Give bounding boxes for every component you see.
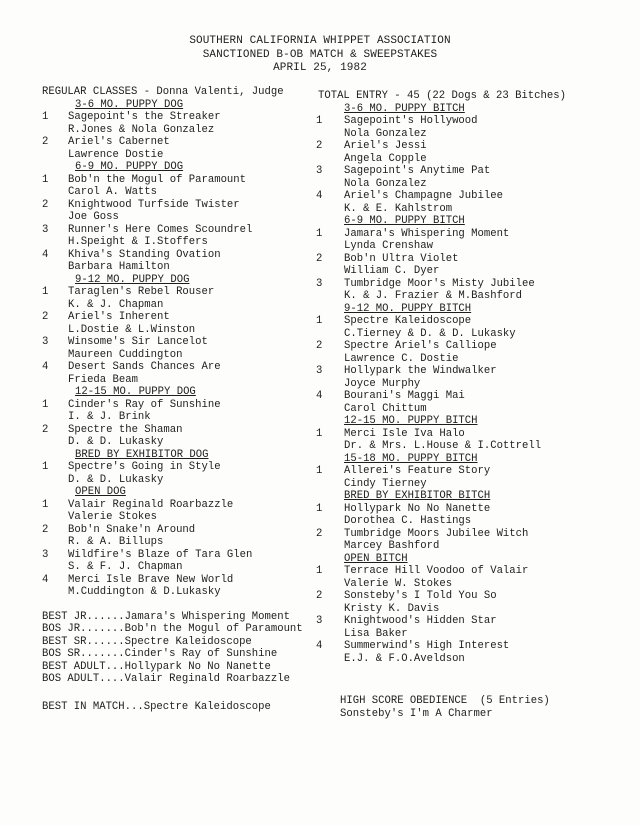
dog-name: Spectre Ariel's Calliope [344,340,497,352]
dog-name: Sagepoint's Anytime Pat [344,165,491,177]
placement-number: 1 [316,502,323,515]
class-title: OPEN BITCH [344,552,408,565]
placement-number: 1 [316,565,323,577]
owner-name: D. & D. Lukasky [68,436,164,448]
owner-name: Valerie Stokes [68,511,158,523]
placement-number: 2 [42,198,49,211]
owner-name: Marcey Bashford [344,540,440,552]
dog-name: Knightwood Turfside Twister [68,198,240,211]
owner-name: Angela Copple [344,152,427,165]
placement-number: 1 [42,498,49,511]
placement-number: 1 [42,111,49,123]
owner-name: S. & F. J. Chapman [68,561,183,573]
dog-name: Ariel's Cabernet [68,136,170,148]
class-title: 3-6 MO. PUPPY BITCH [344,102,465,115]
placement-number: 4 [42,248,49,261]
dog-name: Cinder's Ray of Sunshine [68,398,221,411]
owner-name: Nola Gonzalez [344,127,427,140]
placement-number: 4 [42,573,49,586]
owner-name: Dr. & Mrs. L.House & I.Cottrell [344,440,542,452]
owner-name: R. & A. Billups [68,536,164,548]
dog-name: Terrace Hill Voodoo of Valair [344,565,529,577]
placement-number: 1 [42,286,49,298]
event-title: SANCTIONED B-OB MATCH & SWEEPSTAKES [202,49,438,61]
placement-number: 2 [316,527,323,540]
placement-number: 2 [42,523,49,536]
dog-name: Allerei's Feature Story [344,465,491,477]
owner-name: Kristy K. Davis [344,602,440,615]
owner-name: Carol Chittum [344,402,427,415]
placement-number: 1 [316,115,323,127]
placement-number: 2 [42,311,49,323]
dog-name: Merci Isle Brave New World [68,573,234,586]
owner-name: Nola Gonzalez [344,177,427,190]
dog-name: Runner's Here Comes Scoundrel [68,223,253,236]
placement-number: 2 [316,340,323,352]
placement-number: 2 [316,252,323,265]
award-line: BEST SR......Spectre Kaleidoscope [42,635,252,648]
best-in-match: BEST IN MATCH...Spectre Kaleidoscope [42,700,271,713]
owner-name: Cindy Tierney [344,477,427,490]
award-line: BEST ADULT...Hollypark No No Nanette [42,660,271,673]
dog-name: Ariel's Jessi [344,140,427,152]
placement-number: 2 [316,590,323,602]
class-title: 15-18 MO. PUPPY BITCH [344,452,478,465]
dog-name: Jamara's Whispering Moment [344,227,510,240]
class-title: 9-12 MO. PUPPY BITCH [344,302,472,315]
org-title: SOUTHERN CALIFORNIA WHIPPET ASSOCIATION [189,35,451,47]
dog-name: Wildfire's Blaze of Tara Glen [68,548,253,561]
dog-name: Bob'n Ultra Violet [344,252,459,265]
class-title: BRED BY EXHIBITOR BITCH [344,490,491,502]
placement-number: 3 [42,336,49,348]
class-title: OPEN DOG [75,486,126,498]
dog-name: Spectre's Going in Style [68,461,221,473]
placement-number: 3 [42,548,49,561]
dog-name: Bourani's Maggi Mai [344,390,465,402]
owner-name: K. & E. Kahlstrom [344,202,453,215]
owner-name: E.J. & F.O.Aveldson [344,652,465,665]
placement-number: 4 [316,390,323,402]
placement-number: 1 [42,461,49,473]
placement-number: 3 [316,277,323,290]
dog-name: Valair Reginald Roarbazzle [68,498,234,511]
placement-number: 2 [42,136,49,148]
dog-name: Desert Sands Chances Are [68,361,221,373]
owner-name: I. & J. Brink [68,411,151,423]
class-title: 6-9 MO. PUPPY BITCH [344,215,465,227]
placement-number: 3 [42,223,49,236]
owner-name: R.Jones & Nola Gonzalez [68,123,215,136]
dog-name: Ariel's Inherent [68,311,170,323]
class-title: 6-9 MO. PUPPY DOG [75,161,184,173]
award-line: BOS ADULT....Valair Reginald Roarbazzle [42,673,290,685]
owner-name: Lynda Crenshaw [344,240,434,252]
owner-name: Joe Goss [68,211,119,223]
class-title: 9-12 MO. PUPPY DOG [75,273,190,286]
placement-number: 4 [316,640,323,652]
column-intro: TOTAL ENTRY - 45 (22 Dogs & 23 Bitches) [318,90,566,102]
owner-name: Lisa Baker [344,627,408,640]
owner-name: Joyce Murphy [344,377,421,390]
dog-name: Summerwind's High Interest [344,640,510,652]
dog-name: Spectre Kaleidoscope [344,315,472,327]
placement-number: 1 [316,227,323,240]
owner-name: C.Tierney & D. & D. Lukasky [344,327,516,340]
placement-number: 3 [316,165,323,177]
dog-name: Tumbridge Moor's Misty Jubilee [344,277,535,290]
dog-name: Winsome's Sir Lancelot [68,336,208,348]
dog-name: Merci Isle Iva Halo [344,427,465,440]
owner-name: M.Cuddington & D.Lukasky [68,586,221,598]
placement-number: 4 [316,190,323,202]
owner-name: K. & J. Chapman [68,298,164,311]
column-intro: REGULAR CLASSES - Donna Valenti, Judge [42,86,284,98]
placement-number: 3 [316,615,323,627]
placement-number: 1 [316,465,323,477]
dog-name: Tumbridge Moors Jubilee Witch [344,527,529,540]
dog-name: Hollypark No No Nanette [344,502,491,515]
event-date: APRIL 25, 1982 [273,62,367,74]
placement-number: 4 [42,361,49,373]
placement-number: 1 [316,427,323,440]
class-title: 3-6 MO. PUPPY DOG [75,98,184,111]
placement-number: 2 [316,140,323,152]
dog-name: Hollypark the Windwalker [344,365,497,377]
award-line: BEST JR......Jamara's Whispering Moment [42,610,290,623]
owner-name: William C. Dyer [344,265,440,277]
dog-name: Taraglen's Rebel Rouser [68,286,215,298]
placement-number: 1 [42,398,49,411]
dog-name: Bob'n Snake'n Around [68,523,196,536]
dog-name: Sonsteby's I Told You So [344,590,497,602]
dog-name: Sagepoint's Hollywood [344,115,478,127]
owner-name: Frieda Beam [68,373,138,386]
owner-name: L.Dostie & L.Winston [68,323,196,336]
placement-number: 1 [316,315,323,327]
class-title: 12-15 MO. PUPPY DOG [75,386,196,398]
owner-name: H.Speight & I.Stoffers [68,236,208,248]
obedience-winner: Sonsteby's I'm A Charmer [340,707,493,720]
dog-name: Bob'n the Mogul of Paramount [68,173,247,186]
dog-name: Khiva's Standing Ovation [68,248,221,261]
owner-name: Barbara Hamilton [68,261,170,273]
owner-name: Lawrence C. Dostie [344,352,459,365]
owner-name: Maureen Cuddington [68,348,183,361]
placement-number: 2 [42,423,49,436]
obedience-title: HIGH SCORE OBEDIENCE (5 Entries) [340,695,550,707]
dog-name: Spectre the Shaman [68,423,183,436]
owner-name: Dorothea C. Hastings [344,515,472,527]
owner-name: Lawrence Dostie [68,148,164,161]
award-line: BOS JR.......Bob'n the Mogul of Paramount [42,623,303,635]
class-title: BRED BY EXHIBITOR DOG [75,448,209,461]
owner-name: D. & D. Lukasky [68,473,164,486]
owner-name: Valerie W. Stokes [344,577,453,590]
owner-name: K. & J. Frazier & M.Bashford [344,290,523,302]
award-line: BOS SR.......Cinder's Ray of Sunshine [42,648,278,660]
dog-name: Sagepoint's the Streaker [68,111,221,123]
placement-number: 3 [316,365,323,377]
placement-number: 1 [42,173,49,186]
dog-name: Ariel's Champagne Jubilee [344,190,503,202]
dog-name: Knightwood's Hidden Star [344,615,497,627]
class-title: 12-15 MO. PUPPY BITCH [344,415,478,427]
owner-name: Carol A. Watts [68,186,158,198]
